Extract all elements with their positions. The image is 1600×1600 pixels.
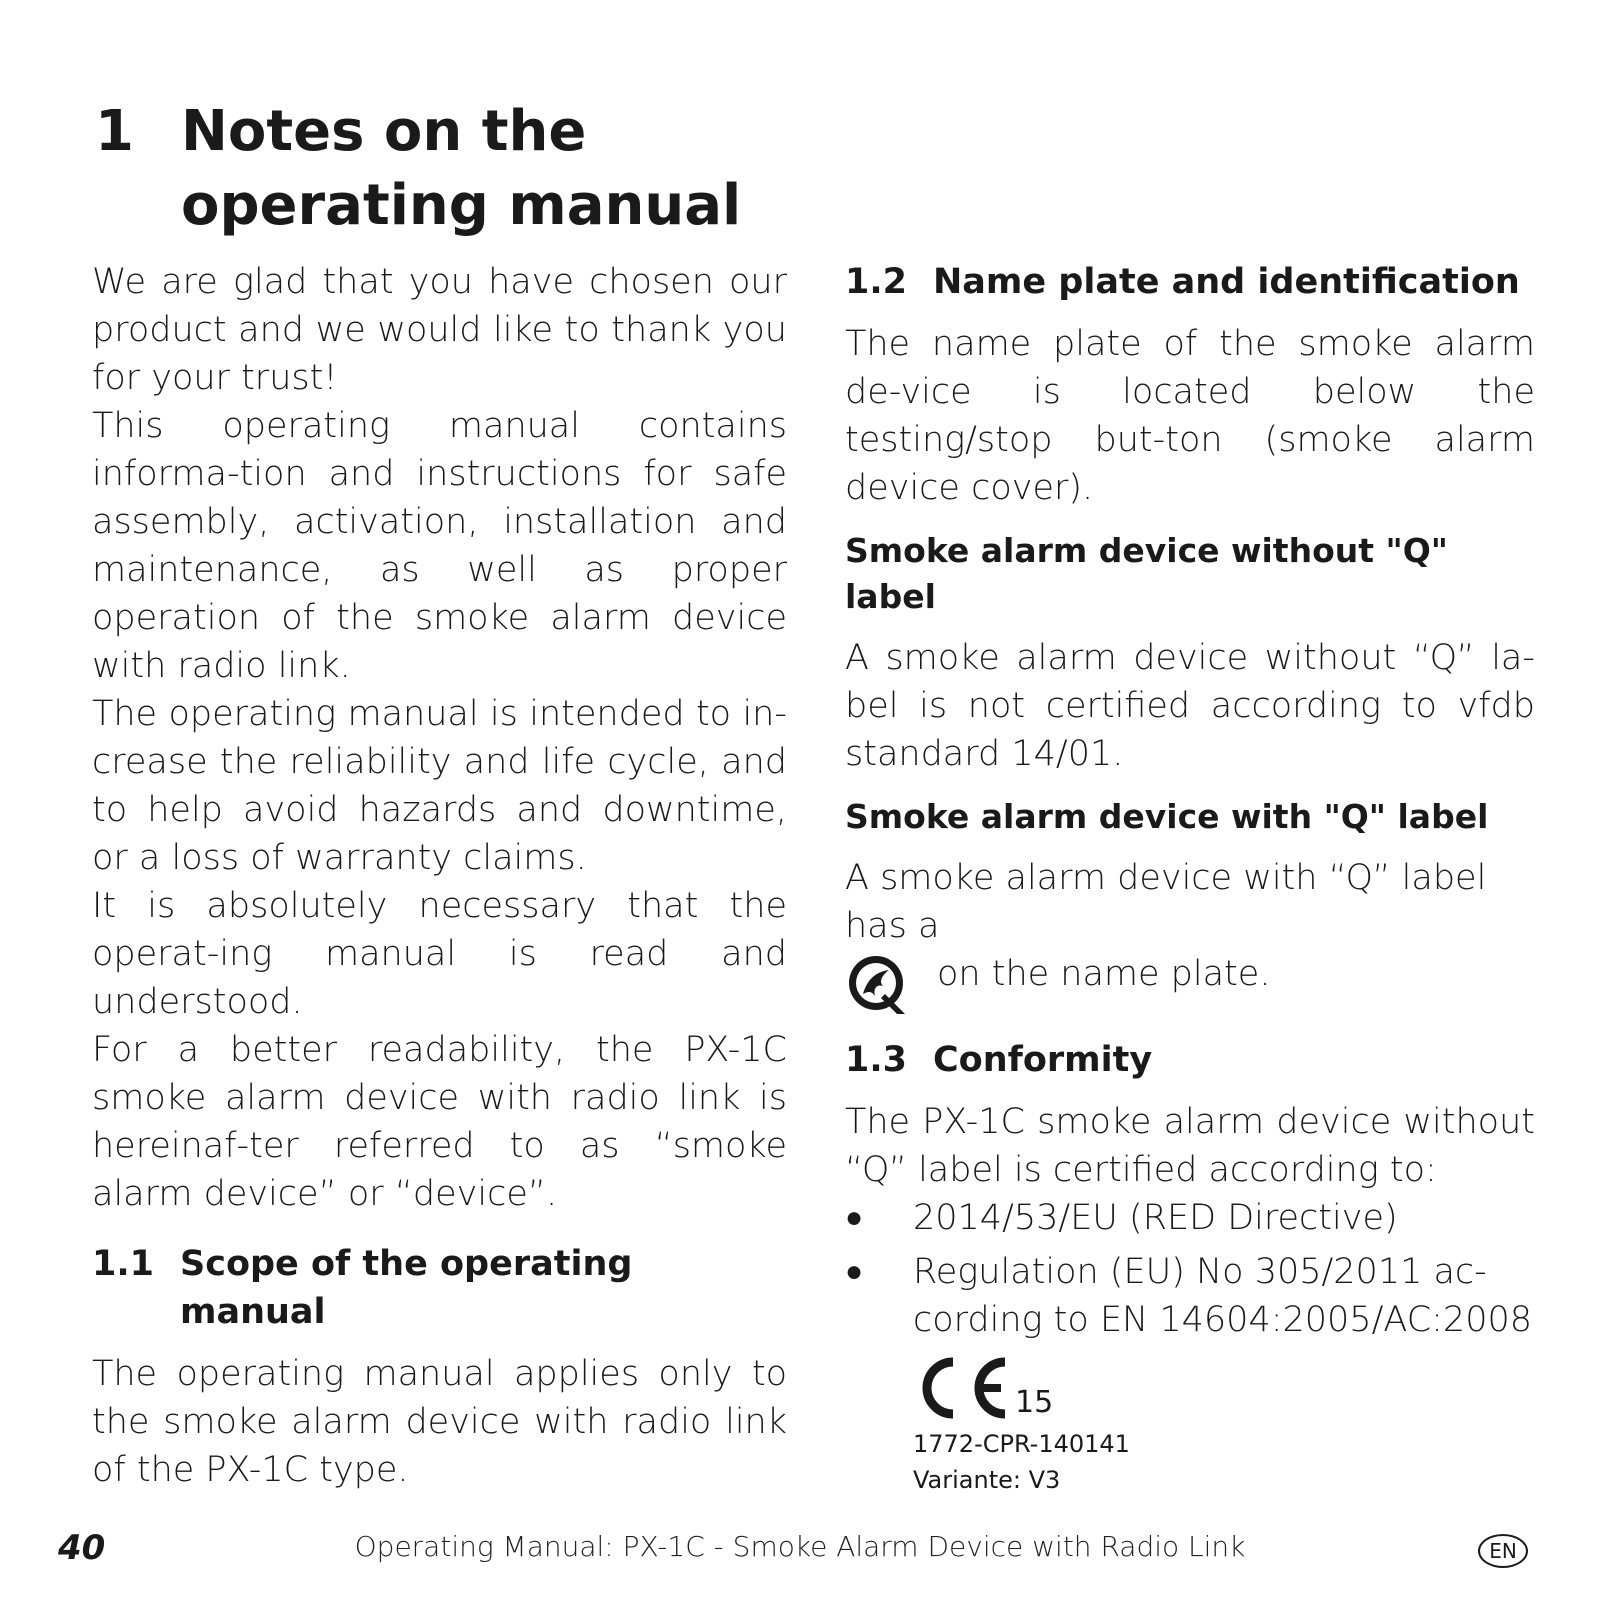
intro-paragraph-2: This operating manual contains informa-tion and instructions for safe assembly, activation, installation and maintenance, as well as proper operation of the smoke alarm device with radio link. [92,406,787,686]
ce-mark [913,1354,1535,1420]
bullet-icon: ● [845,1200,864,1235]
section-1-2-heading [845,258,1535,306]
with-q-heading: Smoke alarm device with "Q" label [845,797,1489,836]
section-1-1-heading [92,1240,787,1336]
section-1-2-text: The name plate of the smoke alarm de-vice is located below the testing/stop but-ton (smoke alarm device cover). [845,324,1535,508]
ce-logo-icon [913,1354,1013,1420]
q-label-icon [845,952,911,1018]
section-number: 1.2 [845,262,908,302]
q-label-row [845,950,1535,1018]
intro-paragraph-1: We are glad that you have chosen our product and we would like to thank you for your trust! [92,262,787,398]
language-badge: EN [1478,1534,1528,1568]
page-number: 40 [58,1528,106,1568]
section-title: Scope of the operating manual [180,1244,633,1332]
chapter-title-line2: operating manual [181,173,742,238]
ce-notified-body: 15 [1015,1385,1054,1420]
section-1-3-text: The PX-1C smoke alarm device without “Q” label is certified according to: [845,1102,1535,1190]
list-item [845,1248,1535,1344]
intro-paragraph-3: The operating manual is intended to in-crease the reliability and life cycle, and to help avoid hazards and downtime, or a loss of warranty claims. [92,694,787,878]
section-title: Name plate and identification [933,262,1520,302]
section-number: 1.1 [92,1244,155,1284]
intro-paragraph-4: It is absolutely necessary that the operat-ing manual is read and understood. [92,886,787,1022]
section-1-1-text: The operating manual applies only to the smoke alarm device with radio link of the PX-1C type. [92,1354,787,1490]
conformity-list [845,1194,1535,1344]
chapter-title [181,95,821,243]
intro-paragraph-5: For a better readability, the PX-1C smoke alarm device with radio link is hereinaf-ter referred to as “smoke alarm device” or “device”. [92,1030,787,1214]
list-item-text: Regulation (EU) No 305/2011 ac-cording to EN 14604:2005/AC:2008 [913,1252,1532,1340]
section-1-3-heading [845,1036,1535,1084]
left-column [92,258,787,1494]
ce-variant: Variante: V3 [913,1466,1061,1494]
list-item-text: 2014/53/EU (RED Directive) [913,1198,1398,1238]
without-q-heading: Smoke alarm device without "Q" label [845,531,1448,616]
ce-code: 1772-CPR-140141 [913,1430,1130,1458]
list-item [845,1194,1535,1242]
with-q-text-line1: A smoke alarm device with “Q” label has a [845,858,1487,946]
bullet-icon: ● [845,1254,864,1289]
section-number: 1.3 [845,1040,908,1080]
right-column [845,258,1535,1498]
with-q-text-line2: on the name plate. [937,954,1271,994]
footer-title: Operating Manual: PX-1C - Smoke Alarm Device with Radio Link [354,1530,1246,1563]
chapter-number: 1 [95,99,134,164]
without-q-text: A smoke alarm device without “Q” la-bel is not certified according to vfdb standard 14/01. [845,638,1535,774]
ce-marking-block [913,1354,1535,1498]
section-title: Conformity [933,1040,1153,1080]
chapter-title-line1: Notes on the [181,99,587,164]
